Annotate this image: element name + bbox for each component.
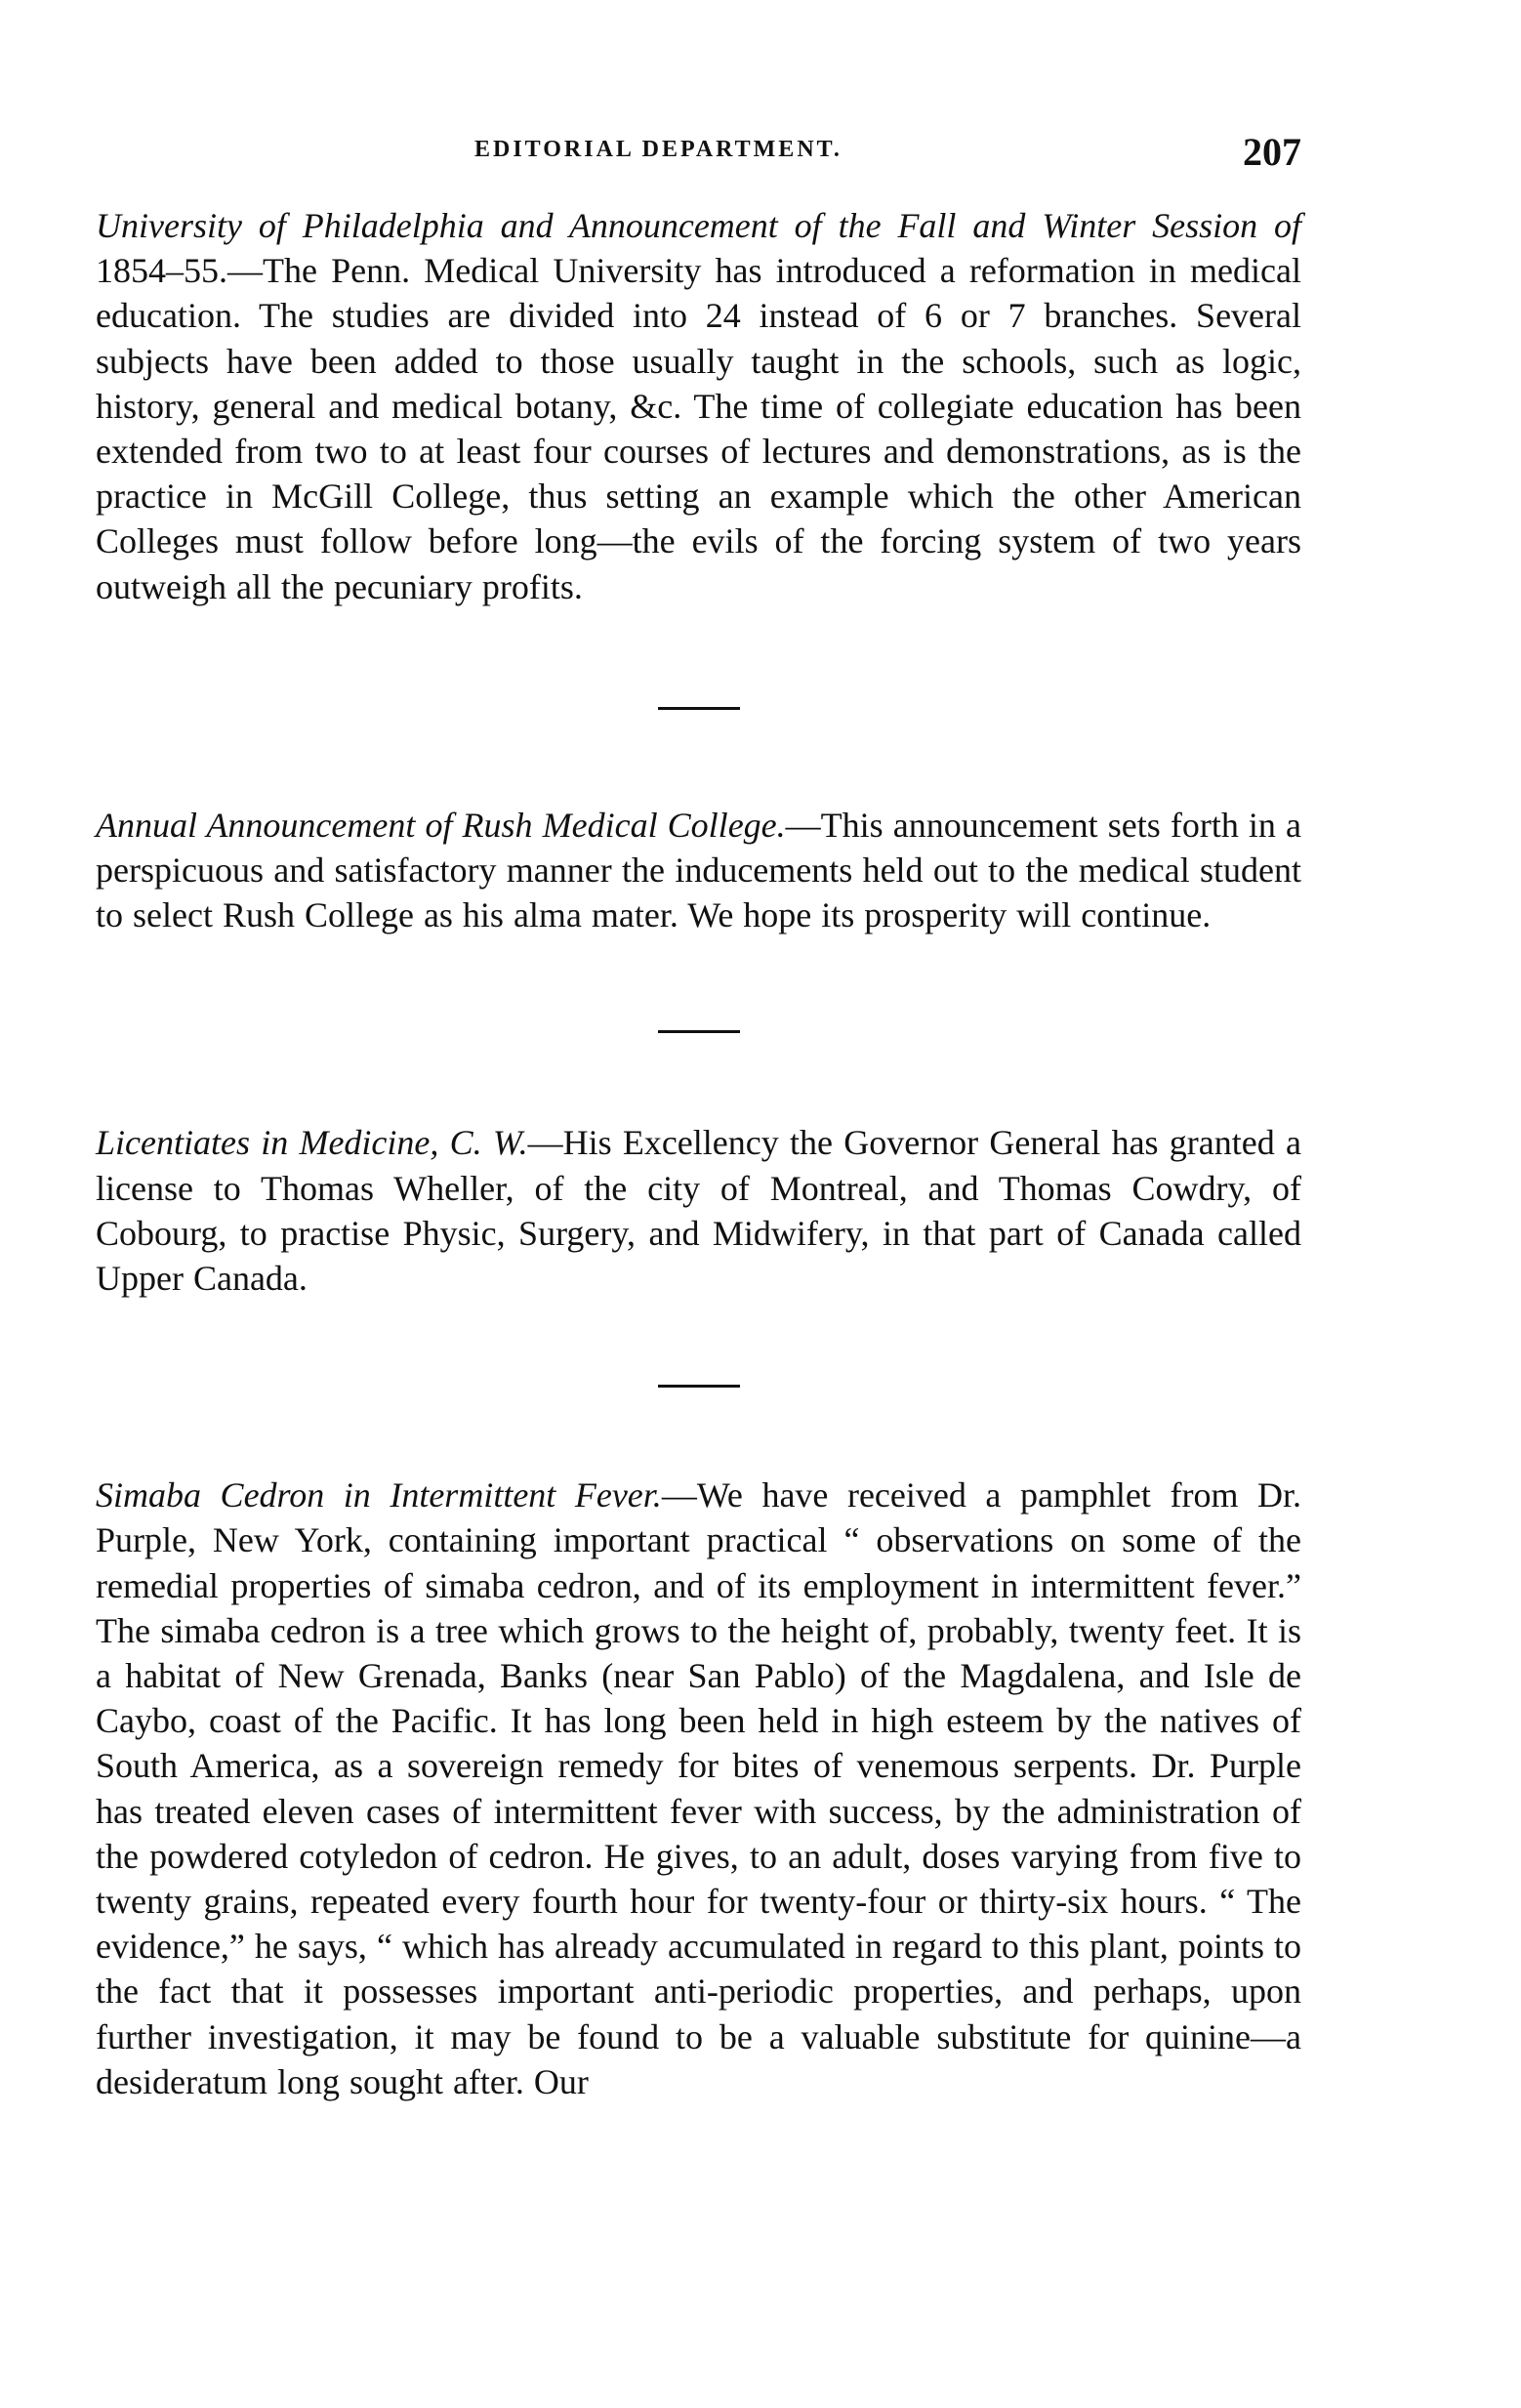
article-title: Simaba Cedron in Intermittent Fever. xyxy=(96,1475,662,1515)
article-paragraph xyxy=(96,203,1301,609)
section-divider xyxy=(658,707,740,710)
article-paragraph xyxy=(96,1473,1301,2104)
page-number: 207 xyxy=(1243,130,1301,174)
article-university-of-philadelphia xyxy=(96,203,1301,609)
article-title-year: 1854–55. xyxy=(96,251,227,291)
article-body: —The Penn. Medical University has introduced a reformation in medical education. The studies are divided into 24 instead of 6 or 7 branches. Several subjects have been added to those usually taught in the schools, such as logic, history, general and medical botany, &c. The time of collegiate education has been extended from two to at least four courses of lectures and demonstrations, as is the practice in McGill College, thus setting an example which the other American Colleges must follow before long—the evils of the forcing system of two years outweigh all the pecuniary profits. xyxy=(96,251,1301,606)
article-body: —His Excellency the Governor General has granted a license to Thomas Wheller, of the city of Montreal, and Thomas Cowdry, of Cobourg, to practise Physic, Surgery, and Midwifery, in that part of Canada called Upper Canada. xyxy=(96,1123,1301,1299)
running-head xyxy=(0,130,1521,176)
running-title: EDITORIAL DEPARTMENT. xyxy=(474,137,843,162)
article-licentiates-in-medicine xyxy=(96,1120,1301,1301)
article-title: Annual Announcement of Rush Medical College. xyxy=(96,805,786,845)
section-divider xyxy=(658,1030,740,1033)
page-body xyxy=(96,203,1301,2104)
article-paragraph xyxy=(96,1120,1301,1301)
article-title: University of Philadelphia and Announcement of the Fall and Winter Session of xyxy=(96,206,1301,245)
section-divider xyxy=(658,1385,740,1388)
article-simaba-cedron xyxy=(96,1473,1301,2104)
article-title: Licentiates in Medicine, C. W. xyxy=(96,1123,528,1163)
article-paragraph xyxy=(96,803,1301,938)
article-rush-medical-college xyxy=(96,803,1301,938)
article-body: —This announcement sets forth in a perspicuous and satisfactory manner the inducements held out to the medical student to select Rush College as his alma mater. We hope its prosperity will continue. xyxy=(96,805,1301,935)
article-body: —We have received a pamphlet from Dr. Purple, New York, containing important practical “ observations on some of the remedial properties of simaba cedron, and of its employment in intermittent fever.” The simaba cedron is a tree which grows to the height of, probably, twenty feet. It is a habitat of New Grenada, Banks (near San Pablo) of the Magdalena, and Isle de Caybo, coast of the Pacific. It has long been held in high esteem by the natives of South America, as a sovereign remedy for bites of venemous serpents. Dr. Purple has treated eleven cases of intermittent fever with success, by the administration of the powdered cotyledon of cedron. He gives, to an adult, doses varying from five to twenty grains, repeated every fourth hour for twenty-four or thirty-six hours. “ The evidence,” he says, “ which has already accumulated in regard to this plant, points to the fact that it possesses important anti-periodic properties, and perhaps, upon further investigation, it may be found to be a valuable substitute for quinine—a desideratum long sought after. Our xyxy=(96,1475,1302,2101)
